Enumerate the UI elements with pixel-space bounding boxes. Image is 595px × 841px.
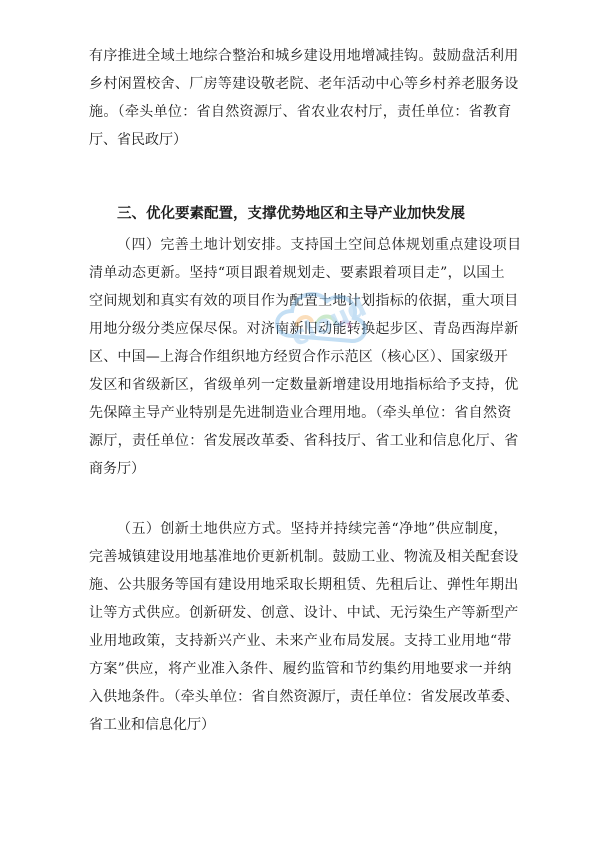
text-line: 空间规划和真实有效的项目作为配置土地计划指标的依据，重大项目	[89, 293, 519, 309]
section-heading: 三、优化要素配置，支撑优势地区和主导产业加快发展	[117, 205, 465, 222]
text-line: 乡村闲置校舍、厂房等建设敬老院、老年活动中心等乡村养老服务设	[89, 76, 519, 92]
paragraph-land-supply	[89, 515, 520, 739]
text-line: 施。（牵头单位：省自然资源厅、省农业农村厅，责任单位：省教育	[89, 104, 512, 120]
text-line: 方案”供应，将产业准入条件、履约监管和节约集约用地要求一并纳	[89, 661, 512, 677]
paragraph-land-plan	[89, 231, 522, 483]
text-line: 施、公共服务等国有建设用地采取长期租赁、先租后让、弹性年期出	[89, 577, 519, 593]
text-line: 有序推进全域土地综合整治和城乡建设用地增减挂钩。鼓励盘活利用	[89, 48, 519, 64]
text-line: （五）创新土地供应方式。坚持并持续完善“净地”供应制度，	[117, 521, 508, 537]
text-line: 清单动态更新。坚持“项目跟着规划走、要素跟着项目走”，以国土	[89, 265, 505, 281]
text-line: 让等方式供应。创新研发、创意、设计、中试、无污染生产等新型产	[89, 605, 519, 621]
text-line: （四）完善土地计划安排。支持国土空间总体规划重点建设项目	[117, 237, 522, 253]
text-line: 区、中国—上海合作组织地方经贸合作示范区（核心区）、国家级开	[89, 349, 508, 365]
watermark-text: cloud	[286, 292, 372, 354]
text-line: 发区和省级新区，省级单列一定数量新增建设用地指标给予支持，优	[89, 377, 519, 393]
text-line: 入供地条件。（牵头单位：省自然资源厅，责任单位：省发展改革委、	[89, 689, 520, 705]
text-line: 省工业和信息化厅）	[89, 717, 215, 733]
text-line: 用地分级分类应保尽保。对济南新旧动能转换起步区、青岛西海岸新	[89, 321, 519, 337]
paragraph-rural-land	[89, 42, 519, 154]
text-line: 厅、省民政厅）	[89, 132, 187, 148]
text-line: 先保障主导产业特别是先进制造业合理用地。（牵头单位：省自然资	[89, 405, 512, 421]
text-line: 业用地政策，支持新兴产业、未来产业布局发展。支持工业用地“带	[89, 633, 512, 649]
text-line: 源厅，责任单位：省发展改革委、省科技厅、省工业和信息化厅、省	[89, 433, 519, 449]
text-line: 商务厅）	[89, 461, 145, 477]
text-line: 完善城镇建设用地基准地价更新机制。鼓励工业、物流及相关配套设	[89, 549, 519, 565]
